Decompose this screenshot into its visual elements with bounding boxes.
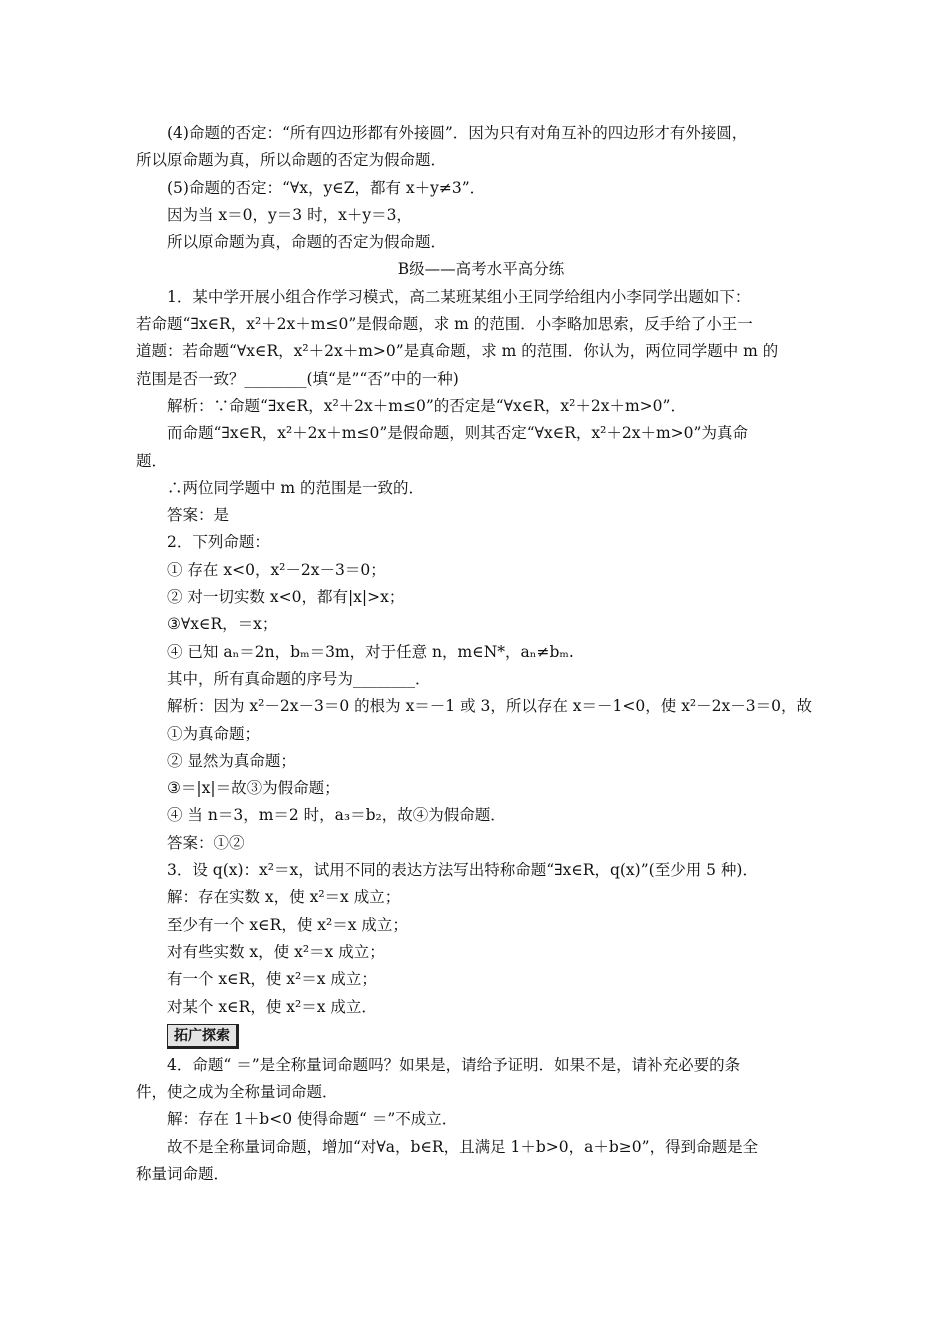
text-line: 因为当 x＝0，y＝3 时，x＋y＝3， [167,205,412,224]
text-line: 解：存在实数 x，使 x²＝x 成立； [167,888,401,907]
text-line: 件，使之成为全称量词命题． [136,1083,338,1102]
text-line: ② 对一切实数 x<0，都有|x|>x； [167,588,405,607]
text-line: 题． [136,451,168,470]
section-badge: 拓广探索 [167,1024,239,1049]
text-line: (5)命题的否定：“∀x，y∈Z，都有 x＋y≠3”． [167,178,486,197]
text-line: 3．设 q(x)：x²＝x，试用不同的表达方法写出特称命题“∃x∈R，q(x)”(至少用 5 种)． [167,861,758,880]
text-line: 称量词命题． [136,1164,230,1183]
answer-line: 答案：①② [167,833,245,852]
text-line: ① 存在 x<0，x²－2x－3＝0； [167,560,386,579]
text-line: 4．命题“ ＝”是全称量词命题吗？如果是，请给予证明．如果不是，请补充必要的条 [167,1055,741,1074]
text-line: 2．下列命题： [167,533,270,552]
text-line: 而命题“∃x∈R，x²＋2x＋m≤0”是假命题，则其否定“∀x∈R，x²＋2x＋m>0”为真命 [167,424,748,443]
text-line: ③＝|x|＝故③为假命题； [167,779,340,798]
text-line: 至少有一个 x∈R，使 x²＝x 成立； [167,915,408,934]
text-line: ③∀x∈R，＝x； [167,615,278,634]
text-line: ①为真命题； [167,724,261,743]
text-line: 所以原命题为真，命题的否定为假命题． [167,233,447,252]
section-heading: B级——高考水平高分练 [397,260,565,279]
text-line: 解析：∵命题“∃x∈R，x²＋2x＋m≤0”的否定是“∀x∈R，x²＋2x＋m>0”． [167,396,686,415]
text-line: 1．某中学开展小组合作学习模式，高二某班某组小王同学给组内小李同学出题如下： [167,287,751,306]
section-badge-row [136,1021,826,1052]
document-body [136,120,826,1188]
text-line: ④ 当 n＝3，m＝2 时，a₃＝b₂，故④为假命题． [167,806,506,825]
text-line: 解：存在 1＋b<0 使得命题“ ＝”不成立． [167,1110,458,1129]
text-line: 对某个 x∈R，使 x²＝x 成立． [167,997,377,1016]
answer-line: 答案：是 [167,506,230,525]
text-line: 故不是全称量词命题，增加“对∀a，b∈R，且满足 1＋b>0，a＋b≥0”，得到命题是全 [167,1137,759,1156]
text-line: 有一个 x∈R，使 x²＝x 成立； [167,970,377,989]
text-line: ② 显然为真命题； [167,751,296,770]
text-line: 所以原命题为真，所以命题的否定为假命题． [136,151,447,170]
text-line: 范围是否一致？________(填“是”“否”中的一种) [136,369,459,388]
text-line: 对有些实数 x，使 x²＝x 成立； [167,942,385,961]
text-line: 若命题“∃x∈R，x²＋2x＋m≤0”是假命题，求 m 的范围．小李略加思索，反手给了小王一 [136,315,753,334]
text-line: ④ 已知 aₙ＝2n，bₘ＝3m，对于任意 n，m∈N*，aₙ≠bₘ. [167,642,574,661]
text-line: 道题：若命题“∀x∈R，x²＋2x＋m>0”是真命题，求 m 的范围．你认为，两位同学题中 m 的 [136,342,779,361]
text-line: ∴两位同学题中 m 的范围是一致的． [167,478,425,497]
text-line: 其中，所有真命题的序号为________． [167,669,431,688]
text-line: (4)命题的否定：“所有四边形都有外接圆”．因为只有对角互补的四边形才有外接圆， [167,124,748,142]
text-line: 解析：因为 x²－2x－3＝0 的根为 x＝－1 或 3，所以存在 x＝－1<0，使 x²－2x－3＝0，故 [167,697,812,716]
